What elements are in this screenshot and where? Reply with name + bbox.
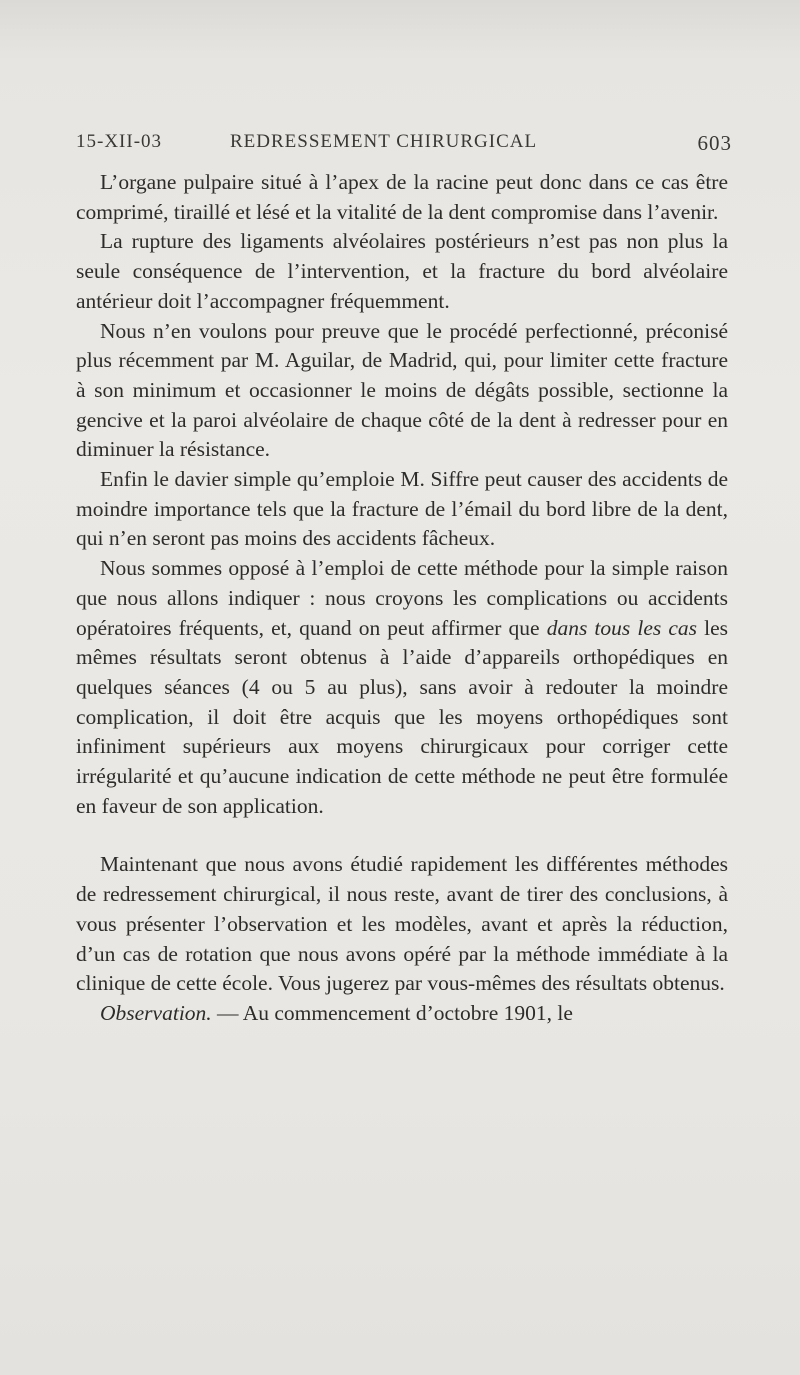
observation-heading: Observation.: [100, 1000, 212, 1025]
paragraph-ligament-rupture: La rupture des ligaments alvéolaires postérieurs n’est pas non plus la seule conséquence de l’intervention, et la fracture du bord alvéolaire antérieur doit l’accompagner fréquemment.: [76, 229, 728, 313]
paragraph-methods-studied: Maintenant que nous avons étudié rapidement les différentes méthodes de redressement chirurgical, il nous reste, avant de tirer des conclusions, à vous présenter l’observation et les modèles, avant et après la réduction, d’un cas de rotation que nous avons opéré par la méthode immédiate à la clinique de cette école. Vous jugerez par vous-mêmes des résultats obtenus.: [76, 852, 728, 996]
paragraph-opposition-end: les mêmes résultats seront obtenus à l’aide d’appareils orthopédiques en quelques séances (4 ou 5 au plus), sans avoir à redouter la moindre complication, il doit être acquis que les moyens orthopédiques sont infiniment supérieurs aux moyens chirurgicaux pour corriger cette irrégularité et qu’aucune indication de cette méthode ne peut être formulée en faveur de son application.: [76, 615, 728, 818]
running-title: REDRESSEMENT CHIRURGICAL: [230, 131, 538, 152]
paragraph-aguilar-procedure: Nous n’en voulons pour preuve que le procédé perfectionné, préconisé plus récemment par M. Aguilar, de Madrid, qui, pour limiter cette fracture à son minimum et occasionner le moins de dégâts possible, sectionne la gencive et la paroi alvéolaire de chaque côté de la dent à redresser pour en diminuer la résistance.: [76, 318, 728, 462]
emphasis-all-cases: dans tous les cas: [546, 615, 697, 640]
page-number: 603: [697, 131, 732, 155]
paragraph-observation: [76, 999, 728, 1029]
paragraph-pulp-organ: L’organe pulpaire situé à l’apex de la racine peut donc dans ce cas être comprimé, tiraillé et lésé et la vitalité de la dent compromise dans l’avenir.: [76, 170, 728, 224]
page-header: [76, 131, 732, 157]
paragraph-siffre-forceps: Enfin le davier simple qu’emploie M. Siffre peut causer des accidents de moindre importance tels que la fracture de l’émail du bord libre de la dent, qui n’en seront pas moins des accidents fâcheux.: [76, 467, 728, 551]
paragraph-opposition: [76, 554, 728, 821]
date-folio: 15-XII-03: [76, 131, 163, 152]
observation-text: — Au commencement d’octobre 1901, le: [211, 1000, 573, 1025]
body-text: [76, 168, 728, 1029]
paragraph-opposition-start: Nous sommes opposé à l’emploi de cette méthode pour la simple raison que nous allons indiquer : nous croyons les complications ou accidents opératoires fréquents, et, quand on peut affirmer que: [76, 556, 728, 640]
